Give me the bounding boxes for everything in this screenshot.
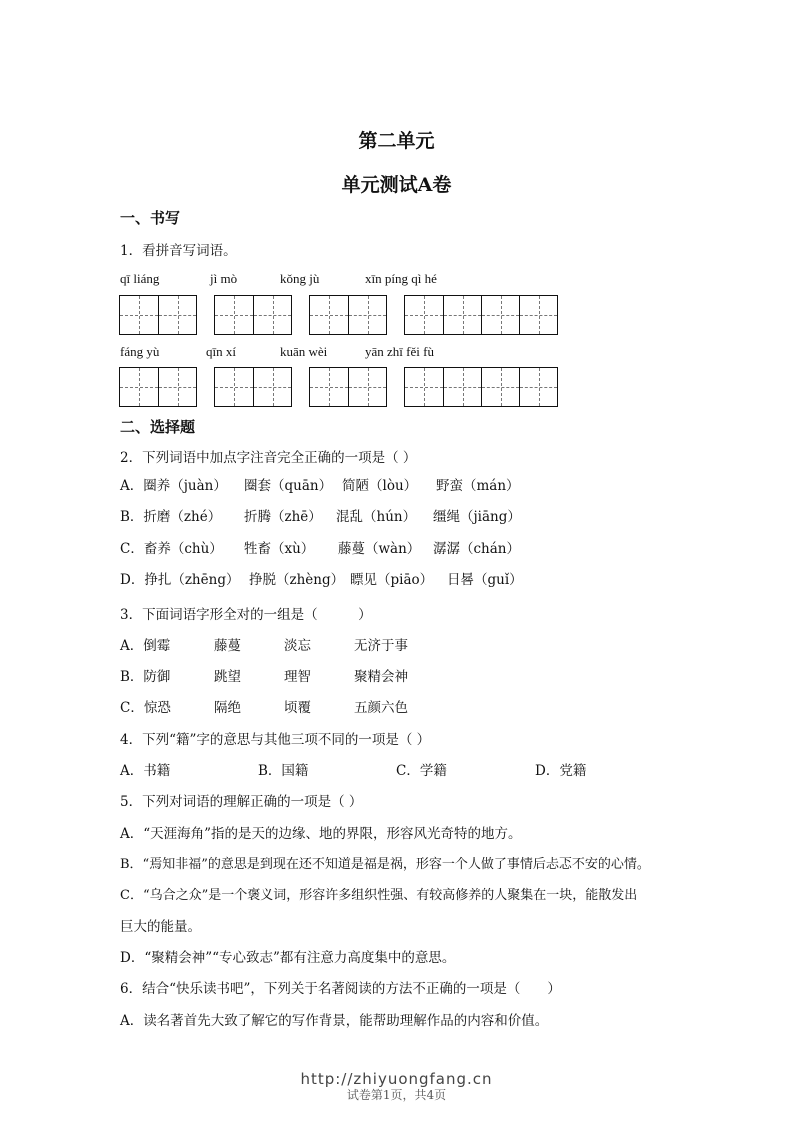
q2-option-d[interactable] <box>120 568 680 588</box>
q4-option-a[interactable]: A．书籍 <box>120 763 171 779</box>
writing-grid[interactable] <box>309 295 387 335</box>
test-title: 单元测试A卷 <box>341 174 452 196</box>
option-word: 无济于事 <box>354 638 408 654</box>
pinyin-label: xīn píng qì hé <box>365 271 437 286</box>
writing-grid[interactable] <box>119 367 197 407</box>
writing-grid[interactable] <box>404 295 558 335</box>
pinyin-label: kuān wèi <box>280 344 328 359</box>
option-word: 淡忘 <box>284 638 311 654</box>
pinyin-label: jì mò <box>210 271 238 286</box>
option-word: D．挣扎（zhēng） <box>120 572 240 588</box>
option-word: 简陋（lòu） <box>342 478 418 494</box>
q4-option-b[interactable]: B．国籍 <box>258 763 309 779</box>
q2-option-b[interactable] <box>120 505 680 525</box>
option-word: B．折磨（zhé） <box>120 509 222 525</box>
writing-grid[interactable] <box>214 367 292 407</box>
q3-option-a[interactable] <box>120 634 680 654</box>
writing-grid[interactable] <box>214 295 292 335</box>
pinyin-label: kǒng jù <box>280 271 320 286</box>
pinyin-label: fáng yù <box>120 344 160 359</box>
writing-grid[interactable] <box>404 367 558 407</box>
unit-title: 第二单元 <box>358 130 435 152</box>
question-6-stem: 6．结合“快乐读书吧”，下列关于名著阅读的方法不正确的一项是（ ） <box>120 981 561 997</box>
option-word: 聚精会神 <box>354 669 408 685</box>
writing-grid[interactable] <box>309 367 387 407</box>
q5-option-c-continued: 巨大的能量。 <box>120 919 201 935</box>
option-word: 藤蔓 <box>214 638 241 654</box>
option-word: 瞟见（piāo） <box>350 572 434 588</box>
pinyin-label: qīn xí <box>206 344 236 359</box>
option-word: B．防御 <box>120 669 171 685</box>
pinyin-label: yān zhī fěi fù <box>365 344 434 359</box>
question-3-stem: 3．下面词语字形全对的一组是（ ） <box>120 607 372 623</box>
option-word: C．畜养（chù） <box>120 541 223 557</box>
option-word: C．惊恐 <box>120 700 171 716</box>
option-word: 藤蔓（wàn） <box>338 541 421 557</box>
q5-option-a[interactable]: A．“天涯海角”指的是天的边缘、地的界限，形容风光奇特的地方。 <box>120 826 522 842</box>
option-word: 折腾（zhē） <box>244 509 322 525</box>
writing-grid[interactable] <box>119 295 197 335</box>
option-word: 混乱（hún） <box>336 509 417 525</box>
q3-option-b[interactable] <box>120 665 680 685</box>
option-word: A．倒霉 <box>120 638 171 654</box>
q4-option-d[interactable]: D．党籍 <box>535 763 587 779</box>
option-word: 顷覆 <box>284 700 311 716</box>
q3-option-c[interactable] <box>120 696 680 716</box>
option-word: 牲畜（xù） <box>244 541 315 557</box>
section-heading-writing: 一、书写 <box>120 209 181 227</box>
option-word: A．圈养（juàn） <box>120 478 227 494</box>
question-1-stem: 1．看拼音写词语。 <box>120 243 237 259</box>
q6-option-a[interactable]: A．读名著首先大致了解它的写作背景，能帮助理解作品的内容和价值。 <box>120 1013 549 1029</box>
option-word: 挣脱（zhèng） <box>249 572 345 588</box>
q4-options <box>120 759 680 779</box>
q5-option-d[interactable]: D．“聚精会神”“专心致志”都有注意力高度集中的意思。 <box>120 950 456 966</box>
question-2-stem: 2．下列词语中加点字注音完全正确的一项是（ ） <box>120 450 417 466</box>
option-word: 五颜六色 <box>354 700 408 716</box>
option-word: 理智 <box>284 669 311 685</box>
q2-option-a[interactable] <box>120 474 680 494</box>
option-word: 隔绝 <box>214 700 241 716</box>
option-word: 缰绳（jiāng） <box>433 509 521 525</box>
q5-option-c[interactable]: C．“乌合之众”是一个褒义词，形容许多组织性强、有较高修养的人聚集在一块，能散发出 <box>120 888 638 903</box>
question-4-stem: 4．下列“籍”字的意思与其他三项不同的一项是（ ） <box>120 732 431 748</box>
question-5-stem: 5．下列对词语的理解正确的一项是（ ） <box>120 794 363 810</box>
q2-option-c[interactable] <box>120 537 680 557</box>
option-word: 圈套（quān） <box>244 478 333 494</box>
q4-option-c[interactable]: C．学籍 <box>396 763 447 779</box>
option-word: 跳望 <box>214 669 241 685</box>
page-number: 试卷第1页，共4页 <box>346 1088 447 1102</box>
pinyin-label: qī liáng <box>120 271 160 286</box>
option-word: 野蛮（mán） <box>436 478 520 494</box>
option-word: 潺潺（chán） <box>433 541 520 557</box>
option-word: 日晷（guǐ） <box>447 572 523 588</box>
section-heading-choice: 二、选择题 <box>120 418 196 436</box>
q5-option-b[interactable]: B．“焉知非福”的意思是到现在还不知道是福是祸，形容一个人做了事情后忐忑不安的心情。 <box>120 857 650 872</box>
watermark: http://zhiyuongfang.cn <box>300 1070 493 1088</box>
